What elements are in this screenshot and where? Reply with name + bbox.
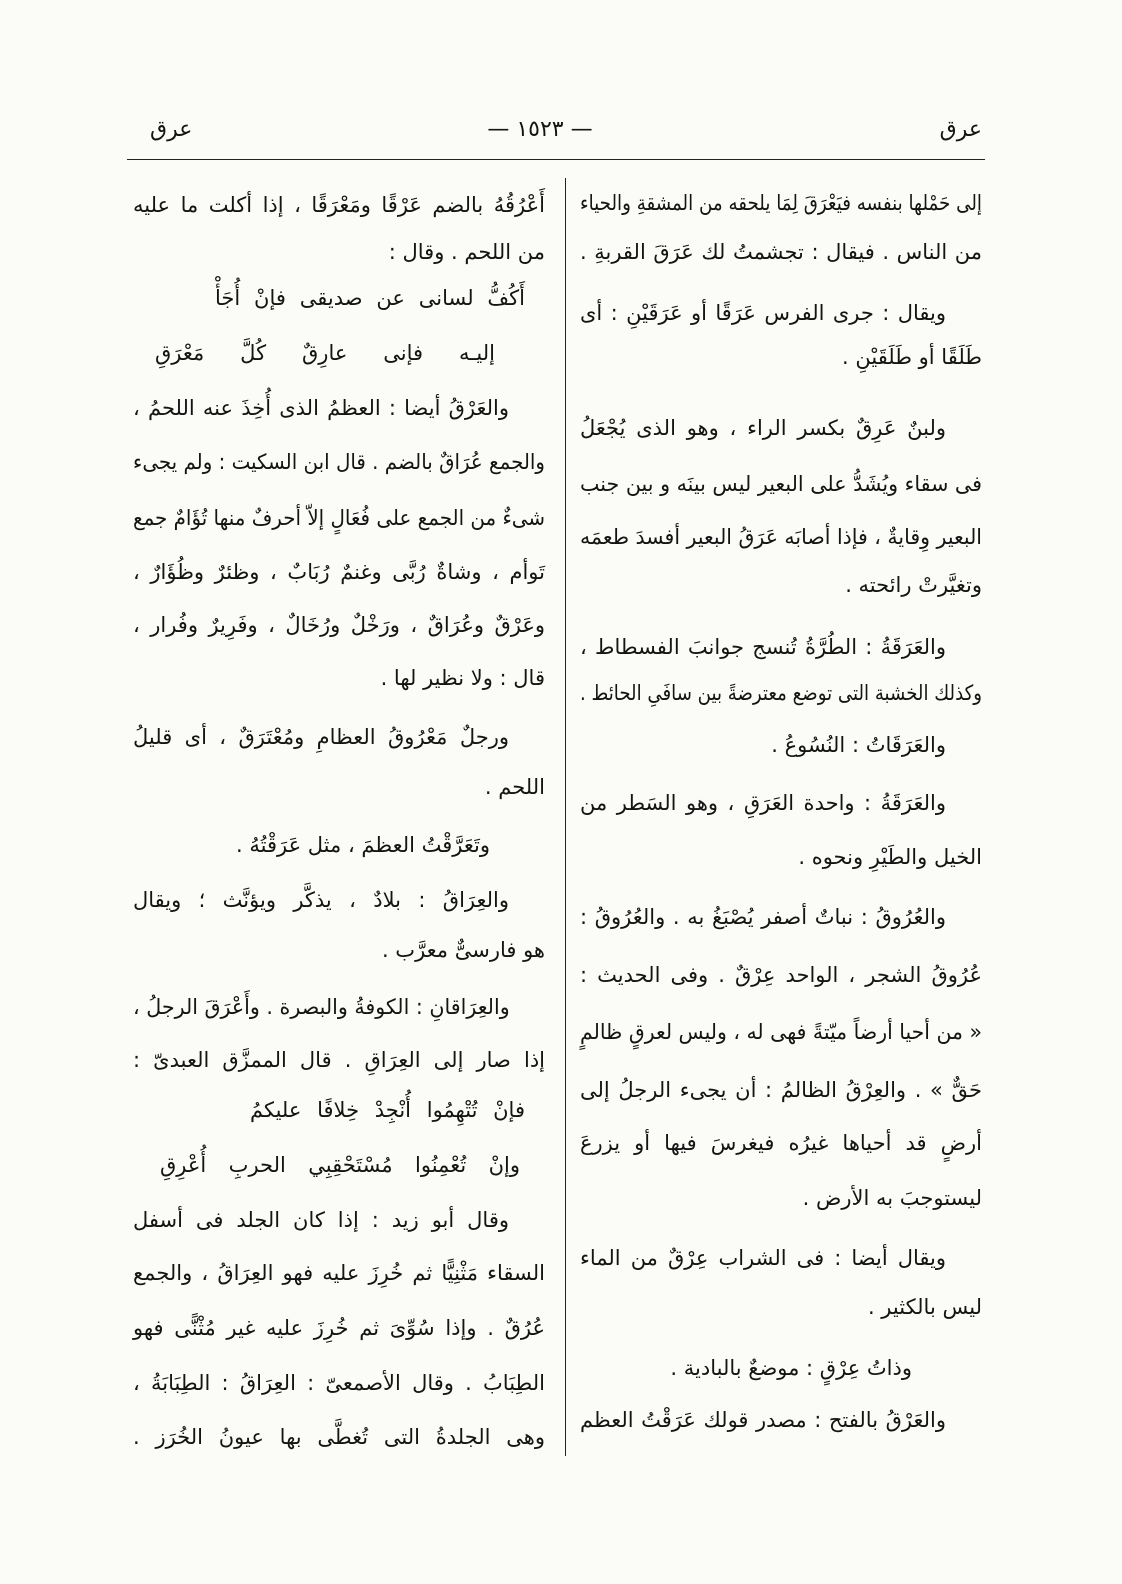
text-line: وذاتُ عِرْقٍ : موضعٌ بالبادية . <box>670 1356 912 1380</box>
text-line: شىءٌ من الجمع على فُعَالٍ إلاّ أحرفٌ منها تُؤَامٌ جمع <box>133 506 545 530</box>
page-number: — ١٥٢٣ — <box>487 117 593 142</box>
running-head-left: عرق <box>150 117 193 142</box>
text-line: والعَرَقَاتُ : النُسُوعُ . <box>771 733 946 757</box>
text-line: « من أحيا أرضاً ميّتةً فهى له ، وليس لعرقٍ ظالمٍ <box>580 1020 982 1044</box>
text-line: طَلَقًا أو طَلَقَيْنِ . <box>842 345 982 369</box>
text-line: ورجلٌ مَعْرُوقُ العظامِ ومُعْتَرَقٌ ، أى قليلُ <box>133 725 509 749</box>
text-line: وقال أبو زيد : إذا كان الجلد فى أسفل <box>133 1208 509 1232</box>
text-line: قال : ولا نظير لها . <box>380 666 545 690</box>
text-line: ويقال : جرى الفرس عَرَقًا أو عَرَقَيْنِ : أى <box>580 301 946 325</box>
text-line: وتغيَّرتْ رائحته . <box>845 573 982 597</box>
text-line: إذا صار إلى العِرَاقِ . قال الممزَّق العبدىّ : <box>133 1048 545 1072</box>
text-line: والعَرْقُ أيضا : العظمُ الذى أُخِذَ عنه اللحمُ ، <box>133 396 509 420</box>
verse-line: أَكُفُّ لسانى عن صديقى فإنْ أُجَأْ <box>215 286 525 310</box>
text-line: هو فارسىٌّ معرَّب . <box>381 938 545 962</box>
right-column <box>580 0 982 1500</box>
text-line: وكذلك الخشبة التى توضع معترضةً بين سافَىِ الحائط . <box>580 681 982 705</box>
text-line: إلى حَمْلها بنفسه فيَعْرَقَ لِمَا يلحقه من المشقةِ والحياء <box>580 191 982 215</box>
verse-line: فإنْ تُتْهِمُوا أُنْجِدْ خِلافًا عليكمُ <box>250 1098 525 1122</box>
text-line: فى سقاء ويُشَدُّ على البعير ليس بينَه و بين جنب <box>580 472 982 496</box>
text-line: من الناس . فيقال : تجشمتُ لك عَرَقَ القربةِ . <box>580 240 982 264</box>
text-line: والعَرْقُ بالفتح : مصدر قولك عَرَقْتُ العظم <box>580 1408 946 1432</box>
text-line: ليستوجبَ به الأرض . <box>802 1186 982 1210</box>
text-line: والعِرَاقُ : بلادٌ ، يذكَّر ويؤنَّث ؛ ويقال <box>133 888 509 912</box>
text-line: عُرُوقُ الشجر ، الواحد عِرْقٌ . وفى الحديث : <box>580 963 982 987</box>
text-line: من اللحم . وقال : <box>388 240 545 264</box>
text-line: وتَعَرَّقْتُ العظمَ ، مثل عَرَقْتُهُ . <box>236 833 490 857</box>
text-line: وهى الجلدةُ التى تُغطَّى بها عيونُ الخُرَز . <box>133 1425 545 1449</box>
left-column <box>133 0 545 1500</box>
text-line: والجمع عُرَاقٌ بالضم . قال ابن السكيت : ولم يجىء <box>133 450 545 474</box>
text-line: اللحم . <box>484 775 545 799</box>
text-line: والعِرَاقانِ : الكوفةُ والبصرة . وأَعْرَقَ الرجلُ ، <box>133 995 510 1019</box>
text-line: تَوأم ، وشاةٌ رُبَّى وغنمٌ رُبَابٌ ، وظئرٌ وظُؤَارٌ ، <box>133 560 545 584</box>
text-line: ولبنٌ عَرِقٌ بكسر الراء ، وهو الذى يُجْعَلُ <box>580 416 946 440</box>
text-line: والعَرَقَةُ : واحدة العَرَقِ ، وهو السَطر من <box>580 791 946 815</box>
running-head-right: عرق <box>939 117 982 142</box>
text-line: حَقٌّ » . والعِرْقُ الظالمُ : أن يجىء الرجلُ إلى <box>580 1078 982 1102</box>
verse-line: وإنْ تُعْمِنُوا مُسْتَحْقِبِي الحربِ أُعْرِقِ <box>160 1153 520 1177</box>
text-line: عُرُقٌ . وإذا سُوِّىَ ثم خُرِزَ عليه غير مُثْنًّى فهو <box>133 1316 545 1340</box>
text-line: البعير وِقايةٌ ، فإذا أصابَه عَرَقُ البعير أفسدَ طعمَه <box>580 525 982 549</box>
text-line: السقاء مَثْنِيًّا ثم خُرِزَ عليه فهو العِرَاقُ ، والجمع <box>133 1261 545 1285</box>
text-line: أرضٍ قد أحياها غيرُه فيغرسَ فيها أو يزرعَ <box>580 1131 982 1155</box>
text-line: ليس بالكثير . <box>867 1295 982 1319</box>
text-line: أَعْرُقُهُ بالضم عَرْقًا ومَعْرَقًا ، إذا أكلت ما عليه <box>133 193 545 217</box>
text-line: ويقال أيضا : فى الشراب عِرْقٌ من الماء <box>580 1246 946 1270</box>
text-line: والعَرَقَةُ : الطُرَّةُ تُنسج جوانبَ الفسطاط ، <box>580 635 946 659</box>
text-line: الخيل والطَيْرِ ونحوه . <box>798 845 982 869</box>
column-divider <box>565 178 566 1456</box>
text-line: وعَرْقٌ وعُرَاقٌ ، ورَخْلٌ ورُخَالٌ ، وفَرِيرٌ وفُرار ، <box>133 613 545 637</box>
verse-line: إليـه فإنى عارِقٌ كُلَّ مَعْرَقِ <box>155 341 495 365</box>
text-line: والعُرُوقُ : نباتٌ أصفر يُصْبَغُ به . والعُرُوقُ : <box>580 905 946 929</box>
text-line: الطِبَابُ . وقال الأصمعىّ : العِرَاقُ : الطِبَابَةُ ، <box>133 1371 545 1395</box>
